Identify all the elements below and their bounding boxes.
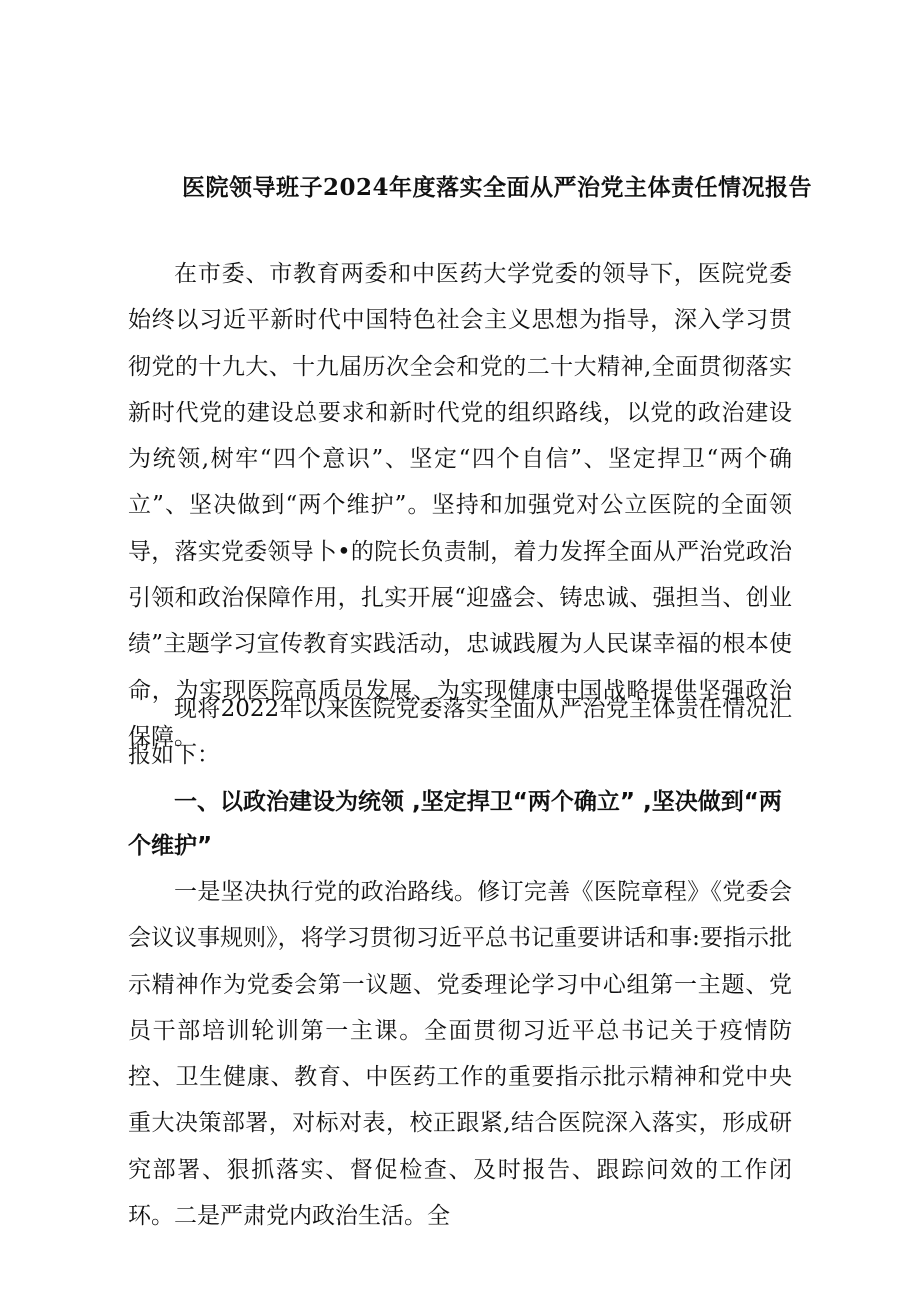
section-paragraph: 一是坚决执行党的政治路线。修订完善《医院章程》《党委会会议议事规则》，将学习贯彻习近平总书记重要讲话和事:要指示批示精神作为党委会第一议题、党委理论学习中心组第一主题、党员干部培训轮训第一主课。全面贯彻习近平总书记关于疫情防控、卫生健康、教育、中医药工作的重要指示批示精神和党中央重大决策部署，对标对表，校正跟紧,结合医院深入落实，形成研究部署、狠抓落实、督促检查、及时报告、跟踪问效的工作闭环。二是严肃党内政治生活。全 [128,879,792,1230]
document-title: 医院领导班子2024年度落实全面从严治党主体责任情况报告 [182,174,813,201]
section-heading: 一、以政治建设为统领 ,坚定捍卫“两个确立” ,坚决做到“两个维护” [128,789,782,859]
summary-paragraph: 现将2022年以来医院党委落实全面从严治党主体责任情况汇报如下： [128,696,792,769]
intro-paragraph: 在市委、市教育两委和中医药大学党委的领导下，医院党委始终以习近平新时代中国特色社会主义思想为指导，深入学习贯彻党的十九大、十九届历次全会和党的二十大精神,全面贯彻落实新时代党的建设总要求和新时代党的组织路线，以党的政治建设为统领,树牢“四个意识”、坚定“四个自信”、坚定捍卫“两个确立”、坚决做到“两个维护”。坚持和加强党对公立医院的全面领导，落实党委领导卜•的院长负责制，着力发挥全面从严治党政治引领和政治保障作用，扎实开展“迎盛会、铸忠诚、强担当、创业绩”主题学习宣传教育实践活动，忠诚践履为人民谋幸福的根本使命，为实现医院高质员发展、为实现健康中国战略提供坚强政治保障。 [128,261,792,750]
